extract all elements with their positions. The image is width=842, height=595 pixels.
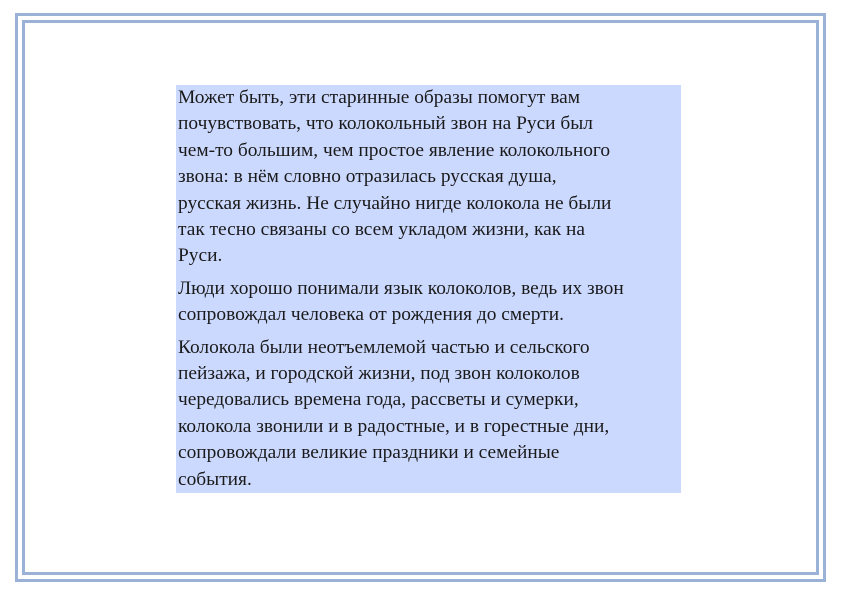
text-box bbox=[176, 85, 681, 493]
paragraph-2: Люди хорошо понимали язык колоколов, ведь их звон сопровождал человека от рождения до смерти. bbox=[178, 277, 624, 326]
paragraph-3: Колокола были неотъемлемой частью и сельского пейзажа, и городской жизни, под звон колоколов чередовались времена года, рассветы и сумерки, колокола звонили и в радостные, и в горестные дни, сопровождали великие праздники и семейные события. bbox=[178, 336, 610, 490]
paragraph-1: Может быть, эти старинные образы помогут вам почувствовать, что колокольный звон на Руси был чем-то большим, чем простое явление колокольного звона: в нём словно отразилась русская душа, русская жизнь. Не случайно нигде колокола не были так тесно связаны со всем укладом жизни, как на Руси. bbox=[178, 87, 612, 267]
